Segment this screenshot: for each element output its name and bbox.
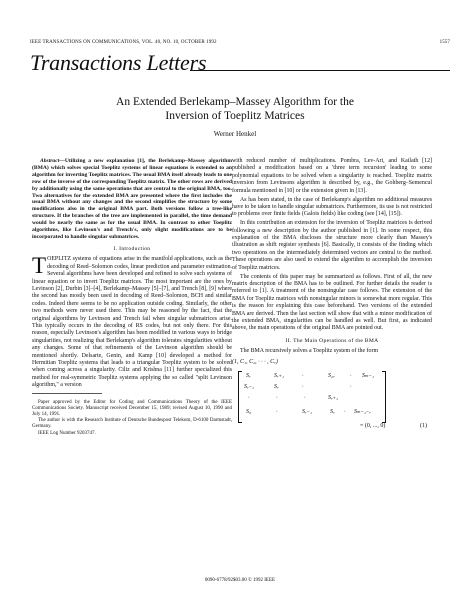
matrix-cell: Sᵥ₋₁ [302, 408, 312, 415]
matrix-left-bracket [238, 371, 242, 423]
matrix-cell: · [304, 394, 306, 401]
paper-title [60, 95, 410, 123]
left-column [32, 158, 232, 437]
abstract-lead: Abstract— [40, 158, 65, 164]
matrix-cell: · [248, 394, 250, 401]
matrix-right-bracket [382, 371, 386, 423]
matrix-cell: Sᵥ₋₁ [244, 383, 254, 390]
matrix-cell: Sᵥ [274, 383, 279, 390]
matrix-cell: Sᵥ₊₁ [328, 394, 338, 401]
matrix-cell: S₂ᵥ [328, 372, 335, 379]
equation-number: (1) [420, 422, 427, 429]
matrix-cell: Sᵥ [246, 372, 251, 379]
paper-title-line-1: An Extended Berlekamp–Massey Algorithm for the [116, 96, 354, 108]
footnote-editor: Paper approved by the Editor for Coding and Communications Theory of the IEEE Communications Society. Manuscript received December 15, 1989; revised August 10, 1990 and July 14, 1991. [32, 399, 232, 417]
section-title: Transactions Letters [30, 50, 207, 75]
footnote-rule [32, 393, 102, 396]
matrix-cell: · [350, 372, 352, 379]
journal-name: IEEE TRANSACTIONS ON COMMUNICATIONS, VOL. 40, NO. 10, OCTOBER 1992 [30, 40, 217, 45]
matrix-cell: Sᵥ [330, 408, 335, 415]
equation-1 [232, 359, 432, 439]
footnote-affiliation: The author is with the Research Institute of Deutsche Bundespost Telekom, D-6100 Darmstadt, Germany. [32, 418, 232, 430]
page-number: 1557 [439, 40, 450, 45]
paragraph-3: In this contribution an extension for the inversion of Toeplitz matrices is derived following a new description by the author published in [1]. In some respect, this explanation of the BMA discloses the structure more clearly than Massey's illustration as shift register synthesis [6]. Basically, it consists of the finding which two operations on the intermediately determined vectors are central to the method. These operations are also used to extend the algorithm to accomplish the inversion of Toeplitz matrices. [232, 220, 432, 271]
running-header [30, 40, 450, 45]
paragraph-4: The contents of this paper may be summarized as follows. First of all, the new matrix description of the BMA has to be outlined. For further details the reader is referred to [1]. A treatment of the nonsingular case follows. The extension of the BMA for Toeplitz matrices with nonsingular minors is somewhat more regular. This is the reason for explaining this case beforehand. Two versions of the extended BMA are derived. Then the last section will show that with a minor modification of the extended BMA, singularities can be handled as well. But first, as indicated above, the main operations of the original BMA are pointed out. [232, 273, 432, 332]
intro-heading: I. Introduction [113, 245, 151, 252]
paper-title-line-2: Inversion of Toeplitz Matrices [165, 110, 305, 122]
abstract-text: Utilizing a new explanation [1], the Berlekamp–Massey algorithm (BMA) which solves special Toeplitz systems of linear equations is extended to an algorithm for inverting Toeplitz matrices. The usual BMA itself already leads to one row of the inverse of the corresponding Toeplitz matrix. The other rows are derived by additionally using the same operations that are central to the original BMA, too. Two alternatives for the extended BMA are presented where the first includes the usual BMA without any changes and the second simplifies the structure by some modifications also in the original BMA part. Both versions follow a tree-like structure. If the branches of the tree are implemented in parallel, the time demand would be nearly the same as for the usual BMA. In contrast to other Toeplitz algorithms, like Levinson's and Trench's, only slight modifications are to be incorporated to handle singular submatrices. [32, 158, 232, 240]
matrix-cell: S₀ [246, 408, 252, 415]
matrix-cell: · [276, 394, 278, 401]
matrix-cell: · [350, 383, 352, 390]
matrix-cell: Sₘ₋₁ [362, 372, 374, 379]
footnote [32, 398, 232, 437]
intro-paragraph: TOEPLITZ systems of equations arise in the manifold applications, such as the decoding of Reed–Solomon codes, linear prediction and parameter estimation. Several algorithms have been developed and refined to solve such systems of linear equation or to invert Toeplitz matrices. The most important are the ones by Levinson [2], Durbin [3]–[4], Berlekamp–Massey [5]–[7], and Trench [8], [9] where the second has mostly been used in decoding of Reed–Solomon, BCH and similar codes. Indeed there seems to be no application outside coding. Similarly, the other two methods were never used there. This may be reasoned by the fact, that the original algorithms by Levinson and Trench fail when singular submatrices arise. This typically occurs in the decoding of RS codes, but not only there. For this reason, especially Levinson's algorithm has been modified in various ways to bridge singularities, not realizing that Berlekamp's algorithm tolerates singularities without any changes. Some of that refinements of the Levinson algorithm should be mentioned shortly. Delsarte, Genin, and Kamp [10] developed a method for Hermitian Toeplitz systems that leads to a triangular Toeplitz system to be solved when coming across a singularity. Ciliz and Krishna [11] further specialized this method for real-symmetric Toeplitz systems applying the so called "split Levinson algorithm," a version [32, 253, 232, 389]
coefficient-vector: (1, C₁, C₂, · · · , Cᵥ) [232, 358, 278, 365]
footnote-log-number: IEEE Log Number 9203747. [38, 430, 96, 436]
paragraph-2: As has been stated, in the case of Berlekamp's algorithm no additional measures have to be taken to handle singular submatrices. Furthermore, its use is not restricted to problems over finite fields (Galois fields) like coding (see [14], [15]). [232, 196, 432, 218]
matrix-cell: · [302, 372, 304, 379]
paragraph-1: with reduced number of multiplications. Pombra, Lev-Ari, and Kailath [12] published a modification based on a 'three term recursion' leading to some polynomial equations to be solved when a singularity is reached. Toeplitz matrix inversion from Levinsons algorithm is described by, e.g., the Gohberg–Semencul formula mentioned in [10] or the extension given in [13]. [232, 158, 432, 194]
page-footer: 0090-6778/92$03.00 © 1992 IEEE [204, 578, 276, 583]
matrix-cell: Sₘ₋₁₋ᵥ [354, 408, 371, 415]
right-column [232, 158, 432, 439]
abstract [32, 158, 232, 241]
matrix-cell: · [276, 408, 278, 415]
paragraph-5: The BMA recursively solves a Toeplitz system of the form [240, 348, 379, 355]
section-2-heading: II. The Main Operations of the BMA [285, 337, 379, 344]
equation-rhs: = (0, ..., 0) [360, 422, 386, 429]
section-banner [30, 50, 450, 80]
author-name: Werner Henkel [213, 130, 257, 138]
matrix-cell: · [302, 383, 304, 390]
matrix-cell: · [344, 408, 346, 415]
section-rule [190, 70, 450, 71]
matrix-cell: Sᵥ₊₁ [274, 372, 284, 379]
